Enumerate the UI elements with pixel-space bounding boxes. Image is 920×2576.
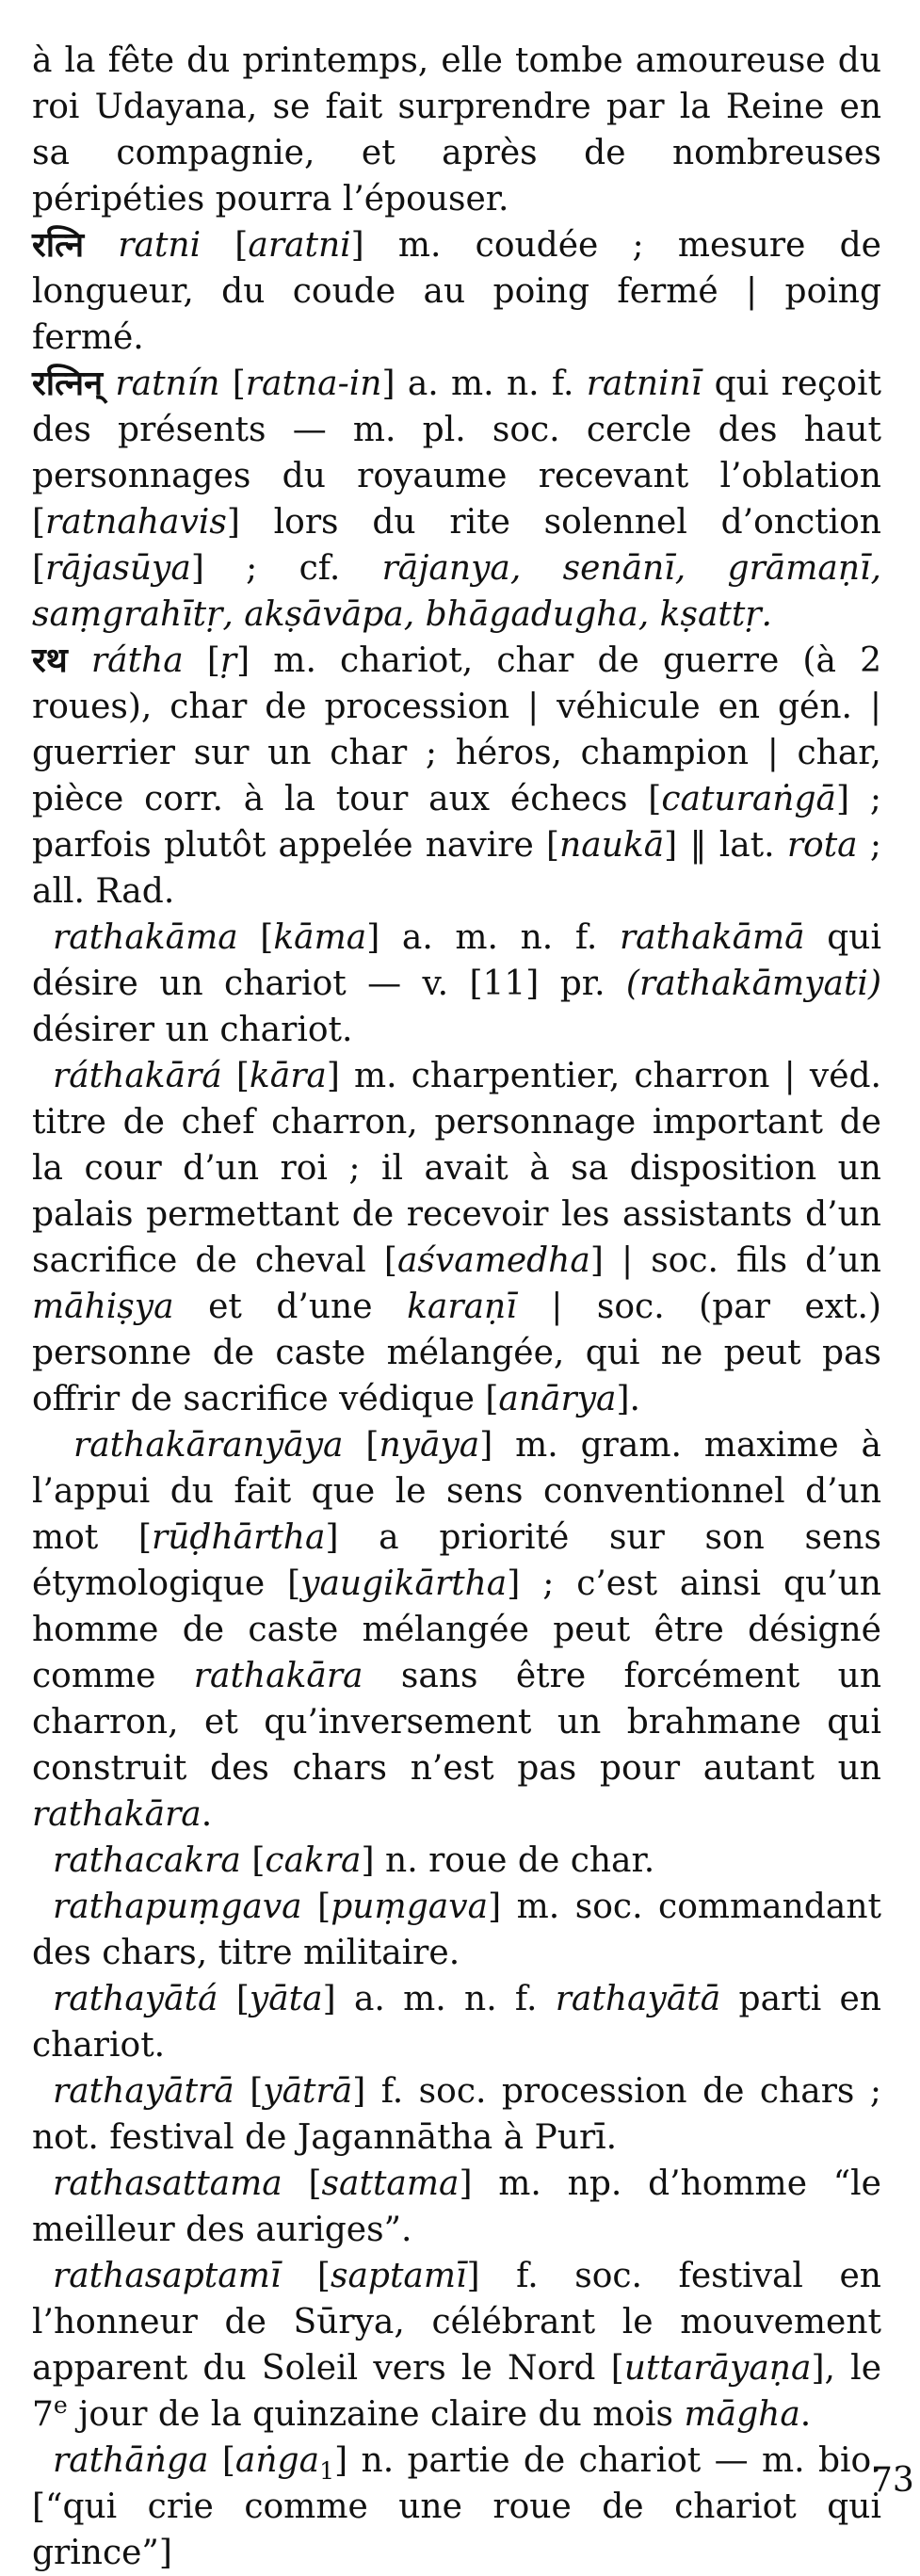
- entry-text: ].: [616, 1380, 641, 1418]
- italic-term: rathayātā: [555, 1980, 721, 2018]
- italic-term: nyāya: [379, 1426, 480, 1465]
- entry-text: ] m. soc. commandant des chars, titre militaire.: [32, 1887, 881, 1972]
- entry-text: ] f. soc. festival en l’honneur de Sūrya, célébrant le mouvement apparent du Soleil vers le Nord [: [32, 2257, 881, 2388]
- entry-text: parti en chariot.: [32, 1980, 881, 2065]
- subscript: 1: [319, 2457, 335, 2486]
- entry-text: [: [201, 226, 249, 265]
- entry-text: ] a. m. n. f.: [322, 1980, 556, 2018]
- page-number: 73: [871, 2461, 914, 2500]
- entry-text: [: [237, 918, 274, 957]
- entry-text: ; all. Rad.: [32, 826, 881, 911]
- italic-term: ráthakārá: [53, 1057, 222, 1095]
- entry-text: ] m. coudée ; mesure de longueur, du coude au poing fermé | poing fermé.: [32, 226, 881, 357]
- entry-text: [: [301, 1887, 331, 1926]
- devanagari-headword: रत्नि: [32, 226, 85, 265]
- dictionary-entry-rathakama: [32, 915, 881, 1053]
- entry-text: [: [234, 2072, 264, 2111]
- dictionary-entry-rathakaranyaya: [32, 1422, 881, 1838]
- entry-text: ] m. np. d’homme “le meilleur des auriges”.: [32, 2164, 881, 2249]
- entry-text: [: [240, 1841, 266, 1880]
- italic-term: rathasaptamī: [53, 2257, 282, 2295]
- italic-term: (rathakāmyati): [625, 964, 881, 1003]
- entry-text: [: [208, 2441, 235, 2480]
- italic-term: rathakāra: [32, 1795, 202, 1834]
- dictionary-entry-ratni: [32, 222, 881, 361]
- entry-text: ] a. m. n. f.: [366, 918, 620, 957]
- entry-text: ] m. gram. maxime à l’appui du fait que le sens conventionnel d’un mot [: [32, 1426, 881, 1557]
- entry-text: qui reçoit des présents — m. pl. soc. cercle des haut personnages du royaume recevant l’oblation [: [32, 365, 881, 542]
- dictionary-entry-ratha: [32, 638, 881, 915]
- entry-text: désirer un chariot.: [32, 1011, 353, 1049]
- italic-term: karaṇī: [407, 1288, 517, 1326]
- entry-text: ] ; cf.: [190, 549, 382, 588]
- italic-term: rūḍhārtha: [152, 1518, 326, 1557]
- dictionary-entry-rathasaptami: [32, 2253, 881, 2438]
- italic-term: rátha: [90, 641, 184, 680]
- entry-text: qui désire un chariot — v. [11] pr.: [32, 918, 881, 1003]
- italic-term: rathacakra: [53, 1841, 241, 1880]
- dictionary-entry-rathapumgava: [32, 1884, 881, 1976]
- entry-text: ] n. roue de char.: [361, 1841, 655, 1880]
- italic-term: yāta: [249, 1980, 323, 2018]
- italic-term: rathasattama: [53, 2164, 282, 2203]
- italic-term: ratninī: [586, 365, 702, 403]
- devanagari-headword: रथ: [32, 641, 68, 680]
- dictionary-entry-rathasattama: [32, 2161, 881, 2253]
- italic-term: rota: [786, 826, 858, 865]
- entry-text: ] f. soc. procession de chars ; not. festival de Jagannātha à Purī.: [32, 2072, 881, 2157]
- superscript: e: [53, 2391, 68, 2419]
- entry-text: ] m. chariot, char de guerre (à 2 roues), char de procession | véhicule en gén. | guerrier sur un char ; héros, champion | char, pièce corr. à la tour aux échecs [: [32, 641, 881, 818]
- entry-text: ] m. charpentier, charron | véd. titre de chef charron, personnage important de la cour d’un roi ; il avait à sa disposition un palais permettant de recevoir les assistants d’un sacrifice de cheval [: [32, 1057, 881, 1280]
- dictionary-page-body: [32, 38, 881, 2576]
- italic-term: kāra: [249, 1057, 327, 1095]
- entry-text: ] lors du rite solennel d’onction [: [32, 503, 881, 588]
- italic-term: anārya: [498, 1380, 617, 1418]
- italic-term: naukā: [559, 826, 665, 865]
- italic-term: rathayātrā: [53, 2072, 234, 2111]
- entry-text: [: [221, 1057, 250, 1095]
- italic-term: rathakāmā: [619, 918, 805, 957]
- dictionary-entry-ratnin: [32, 361, 881, 638]
- italic-term: aratni: [248, 226, 351, 265]
- italic-term: yātrā: [263, 2072, 353, 2111]
- entry-text: ] ; c’est ainsi qu’un homme de caste mélangée peut être désigné comme: [32, 1564, 881, 1695]
- italic-term: rathakāranyāya: [73, 1426, 344, 1465]
- entry-text: .: [201, 1795, 213, 1834]
- entry-text: ] ; parfois plutôt appelée navire [: [32, 780, 881, 865]
- dictionary-entry-rathayata: [32, 1976, 881, 2068]
- italic-term: ratni: [118, 226, 202, 265]
- dictionary-entry-cont: [32, 38, 881, 222]
- entry-text: [: [281, 2257, 331, 2295]
- italic-term: māgha: [684, 2395, 800, 2434]
- entry-text: sans être forcément un charron, et qu’inversement un brahmane qui construit des chars n’est pas pour autant un: [32, 1657, 882, 1788]
- entry-text: [84, 226, 118, 265]
- italic-term: uttarāyaṇa: [623, 2349, 812, 2388]
- entry-text: à la fête du printemps, elle tombe amoureuse du roi Udayana, se fait surprendre par la Reine en sa compagnie, et après de nombreuses péripéties pourra l’épouser.: [32, 41, 881, 219]
- italic-term: saptamī: [330, 2257, 467, 2295]
- entry-text: ] n. partie de chariot — m. bio. [“qui crie comme une roue de chariot qui grince”]: [32, 2441, 881, 2572]
- entry-text: ] | soc. fils d’un: [589, 1241, 881, 1280]
- italic-term: puṃgava: [331, 1887, 489, 1926]
- entry-text: jour de la quinzaine claire du mois: [67, 2395, 685, 2434]
- entry-text: [: [218, 1980, 250, 2018]
- italic-term: rathapuṃgava: [53, 1887, 302, 1926]
- entry-text: [: [282, 2164, 322, 2203]
- italic-term: ṛ: [219, 641, 237, 680]
- italic-term: rathakāra: [193, 1657, 363, 1695]
- entry-text: [68, 641, 91, 680]
- italic-term: rājasūya: [45, 549, 191, 588]
- italic-term: ratnahavis: [45, 503, 227, 542]
- entry-text: ], le 7: [32, 2349, 881, 2434]
- italic-term: caturaṅgā: [661, 780, 836, 818]
- italic-term: sattama: [321, 2164, 460, 2203]
- italic-term: rathayātá: [53, 1980, 218, 2018]
- italic-term: yaugikārtha: [300, 1564, 508, 1603]
- entry-text: [103, 365, 115, 403]
- entry-text: ] a. m. n. f.: [381, 365, 587, 403]
- italic-term: aṅga: [234, 2441, 320, 2480]
- italic-term: rathakāma: [53, 918, 238, 957]
- dictionary-entry-rathacakra: [32, 1838, 881, 1884]
- devanagari-headword: रत्निन्: [32, 365, 104, 403]
- dictionary-entry-rathakara: [32, 1053, 881, 1422]
- entry-text: ] a priorité sur son sens étymologique [: [32, 1518, 881, 1603]
- entry-text: [: [219, 365, 246, 403]
- italic-term: cakra: [265, 1841, 362, 1880]
- entry-text: [: [183, 641, 220, 680]
- italic-term: kāma: [273, 918, 367, 957]
- entry-text: | soc. (par ext.) personne de caste mélangée, qui ne peut pas offrir de sacrifice védique [: [32, 1288, 882, 1418]
- entry-text: [: [343, 1426, 379, 1465]
- dictionary-entry-rathanga: [32, 2438, 881, 2576]
- entry-text: .: [799, 2395, 812, 2434]
- italic-term: ratna-in: [245, 365, 382, 403]
- italic-term: ratnín: [115, 365, 220, 403]
- dictionary-entry-rathayatra: [32, 2068, 881, 2161]
- italic-term: māhiṣya: [32, 1288, 174, 1326]
- italic-term: rājanya, senānī, grāmaṇī, saṃgrahītṛ, akṣāvāpa, bhāgadugha, kṣattṛ.: [32, 549, 881, 634]
- entry-text: ] ‖ lat.: [664, 826, 787, 865]
- italic-term: rathāṅga: [53, 2441, 209, 2480]
- italic-term: aśvamedha: [396, 1241, 590, 1280]
- entry-text: et d’une: [173, 1288, 408, 1326]
